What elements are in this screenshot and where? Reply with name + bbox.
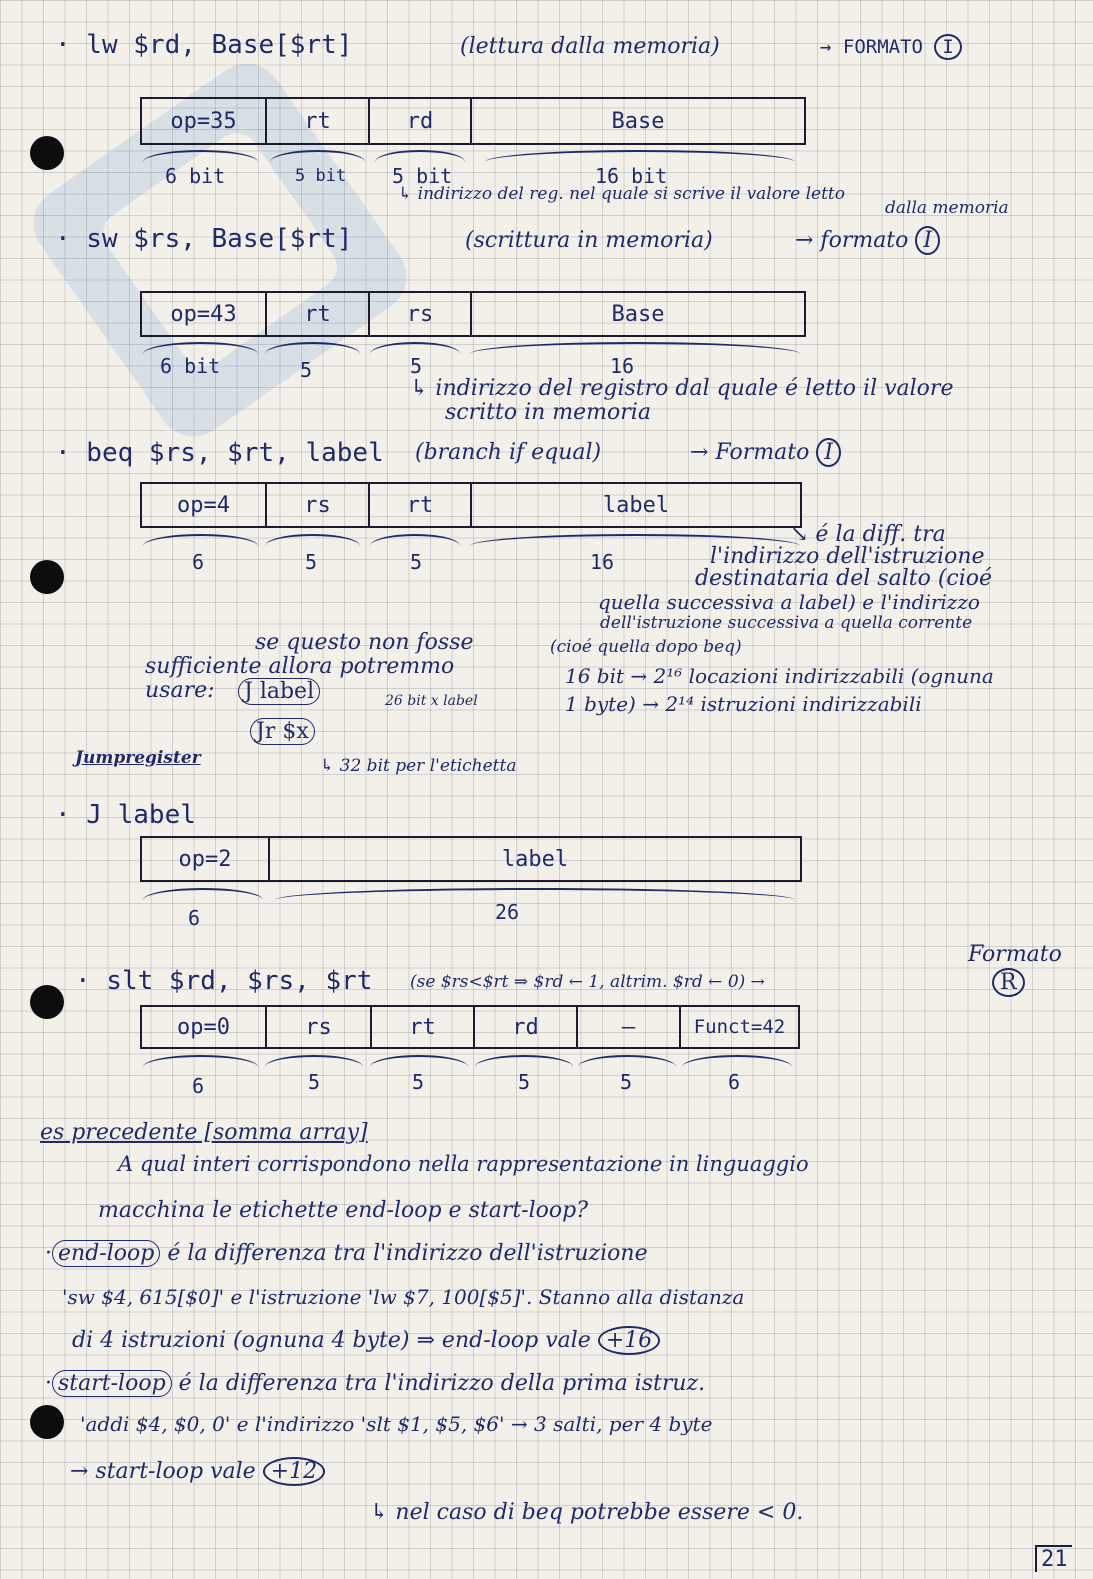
start-loop-line: · start-loop é la differenza tra l'indirizzo della prima istruz. (45, 1371, 706, 1396)
jr-oval: Jr $x (250, 718, 315, 745)
sw-format-label: → formato (795, 228, 909, 253)
start-loop-text: é la differenza tra l'indirizzo della prima istruz. (178, 1371, 706, 1396)
lw-format-label: → FORMATO (820, 36, 923, 58)
bit-brace (143, 342, 258, 354)
field-cell: Funct=42 (693, 1016, 786, 1038)
bit-brace (370, 1055, 468, 1067)
start-loop-tag: start-loop (52, 1370, 172, 1397)
beq-note-line: 16 bit → 2¹⁶ locazioni indirizzabili (ognuna (565, 664, 994, 688)
beq-instruction-box (140, 482, 802, 528)
field-cell: op=35 (142, 99, 267, 143)
lw-format-letter: I (934, 34, 961, 60)
field-cell: Base (611, 108, 665, 134)
start-loop-text-3: → start-loop vale (70, 1459, 256, 1484)
field-cell: rs (370, 293, 472, 335)
field-width: 16 (610, 354, 635, 378)
start-loop-line-3 (70, 1457, 325, 1486)
field-cell: – (578, 1007, 681, 1047)
field-cell: rd (370, 99, 472, 143)
field-width: 5 (300, 358, 313, 382)
slt-title: · slt $rd, $rs, $rt (75, 966, 373, 996)
bit-brace (375, 150, 465, 162)
end-loop-line-3 (72, 1326, 660, 1355)
beq-note-line: dell'istruzione successiva a quella corrente (600, 613, 973, 633)
end-loop-line-2: 'sw $4, 615[$0]' e l'istruzione 'lw $7, 100[$5]'. Stanno alla distanza (62, 1285, 745, 1309)
field-width: 6 bit (165, 164, 226, 188)
field-width: 5 (308, 1070, 321, 1094)
beq-format-label: → Formato (690, 440, 810, 465)
final-note: ↳ nel caso di beq potrebbe essere < 0. (370, 1500, 804, 1525)
bit-brace (485, 150, 795, 162)
field-cell: rt (372, 1007, 475, 1047)
sw-instruction-box (140, 291, 806, 337)
sw-note: ↳ indirizzo del registro dal quale é letto il valore (410, 376, 954, 401)
j-label-oval: J label (238, 678, 320, 705)
beq-note-line: destinataria del salto (cioé (695, 566, 993, 591)
field-cell: rs (267, 1007, 372, 1047)
alt-text: sufficiente allora potremmo (145, 654, 455, 679)
j-instruction-box (140, 836, 802, 882)
field-width: 6 bit (160, 354, 221, 378)
field-width: 5 (518, 1070, 531, 1094)
field-width: 5 bit (392, 164, 453, 188)
lw-instruction-box (140, 97, 806, 145)
end-loop-text-3: di 4 istruzioni (ognuna 4 byte) ⇒ end-loop vale (72, 1328, 591, 1353)
field-cell: op=2 (142, 838, 270, 880)
field-width: 16 bit (595, 164, 668, 188)
field-width: 5 (412, 1070, 425, 1094)
bit-brace (270, 150, 365, 162)
example-heading: es precedente [somma array] (40, 1120, 368, 1145)
bit-brace (143, 534, 258, 546)
slt-desc: (se $rs<$rt ⇒ $rd ← 1, altrim. $rd ← 0) → (410, 972, 765, 992)
field-width: 26 (495, 900, 520, 924)
end-loop-tag: end-loop (52, 1240, 160, 1267)
field-width: 5 (410, 550, 423, 574)
bit-brace (475, 1055, 573, 1067)
beq-title: · beq $rs, $rt, label (55, 438, 384, 468)
lw-desc: (lettura dalla memoria) (460, 34, 720, 59)
beq-desc: (branch if equal) (415, 440, 602, 465)
binder-hole (30, 1405, 64, 1439)
beq-note-line: ↘ é la diff. tra (790, 522, 946, 547)
field-cell: label (602, 492, 670, 518)
j-bits-note: 26 bit x label (385, 693, 478, 709)
alt-text: usare: (145, 678, 215, 703)
bit-brace (143, 1055, 258, 1067)
field-cell: rd (475, 1007, 578, 1047)
bit-brace (578, 1055, 676, 1067)
field-width: 6 (188, 906, 201, 930)
field-width: 6 (192, 1074, 205, 1098)
start-loop-value: +12 (263, 1457, 325, 1486)
end-loop-text: é la differenza tra l'indirizzo dell'istruzione (167, 1241, 648, 1266)
binder-hole (30, 560, 64, 594)
binder-hole (30, 985, 64, 1019)
bit-brace (265, 534, 360, 546)
field-width: 6 (192, 550, 205, 574)
sw-note-2: scritto in memoria (445, 400, 651, 425)
jump-register-label: Jumpregister (75, 748, 201, 768)
beq-note-line: (cioé quella dopo beq) (550, 637, 742, 657)
slt-format (992, 968, 1025, 997)
bit-brace (370, 342, 460, 354)
field-cell: label (501, 846, 569, 872)
lw-note-2: dalla memoria (885, 198, 1009, 218)
lw-title: · lw $rd, Base[$rt] (55, 30, 353, 60)
bit-brace (143, 150, 258, 162)
question-line: A qual interi corrispondono nella rappresentazione in linguaggio (118, 1152, 809, 1176)
beq-format (690, 438, 841, 467)
field-width: 5 bit (295, 166, 347, 186)
beq-note-line: l'indirizzo dell'istruzione (710, 544, 985, 569)
bit-brace (265, 342, 360, 354)
bit-brace (370, 534, 460, 546)
field-cell: op=43 (142, 293, 267, 335)
start-loop-line-2: 'addi $4, $0, 0' e l'indirizzo 'slt $1, $5, $6' → 3 salti, per 4 byte (80, 1412, 713, 1436)
bit-brace (143, 888, 263, 900)
slt-instruction-box (140, 1005, 800, 1049)
beq-note-line: quella successiva a label) e l'indirizzo (598, 590, 980, 614)
alt-text: se questo non fosse (255, 630, 474, 655)
field-width: 16 (590, 550, 615, 574)
slt-format-label: Formato (968, 942, 1062, 967)
jr-text (250, 718, 315, 745)
field-cell: Base (611, 301, 665, 327)
bit-brace (275, 888, 795, 900)
slt-format-letter: R (992, 968, 1025, 997)
beq-note-line: 1 byte) → 2¹⁴ istruzioni indirizzabili (565, 692, 922, 716)
end-loop-line: · end-loop é la differenza tra l'indirizzo dell'istruzione (45, 1241, 648, 1266)
beq-format-letter: I (816, 438, 841, 467)
sw-format-letter: I (915, 226, 940, 255)
sw-desc: (scrittura in memoria) (465, 228, 713, 253)
field-cell: op=0 (142, 1007, 267, 1047)
field-cell: rt (370, 484, 472, 526)
sw-title: · sw $rs, Base[$rt] (55, 224, 353, 254)
lw-format (820, 34, 962, 60)
end-loop-value: +16 (598, 1326, 660, 1355)
bit-brace (470, 342, 800, 354)
binder-hole (30, 136, 64, 170)
sw-format (795, 226, 940, 255)
field-cell: rt (267, 293, 370, 335)
j-label-text (238, 678, 320, 705)
question-line: macchina le etichette end-loop e start-loop? (98, 1198, 589, 1223)
field-width: 5 (410, 354, 423, 378)
page-number: 21 (1035, 1545, 1072, 1572)
bit-brace (265, 1055, 363, 1067)
field-width: 5 (620, 1070, 633, 1094)
j-title: · J label (55, 800, 196, 830)
field-width: 6 (728, 1070, 741, 1094)
field-cell: rt (267, 99, 370, 143)
bit-brace (682, 1055, 792, 1067)
field-cell: op=4 (142, 484, 267, 526)
field-width: 5 (305, 550, 318, 574)
lw-note: ↳ indirizzo del reg. nel quale si scrive il valore letto (398, 184, 845, 204)
bits32-note: ↳ 32 bit per l'etichetta (320, 756, 517, 776)
field-cell: rs (267, 484, 370, 526)
